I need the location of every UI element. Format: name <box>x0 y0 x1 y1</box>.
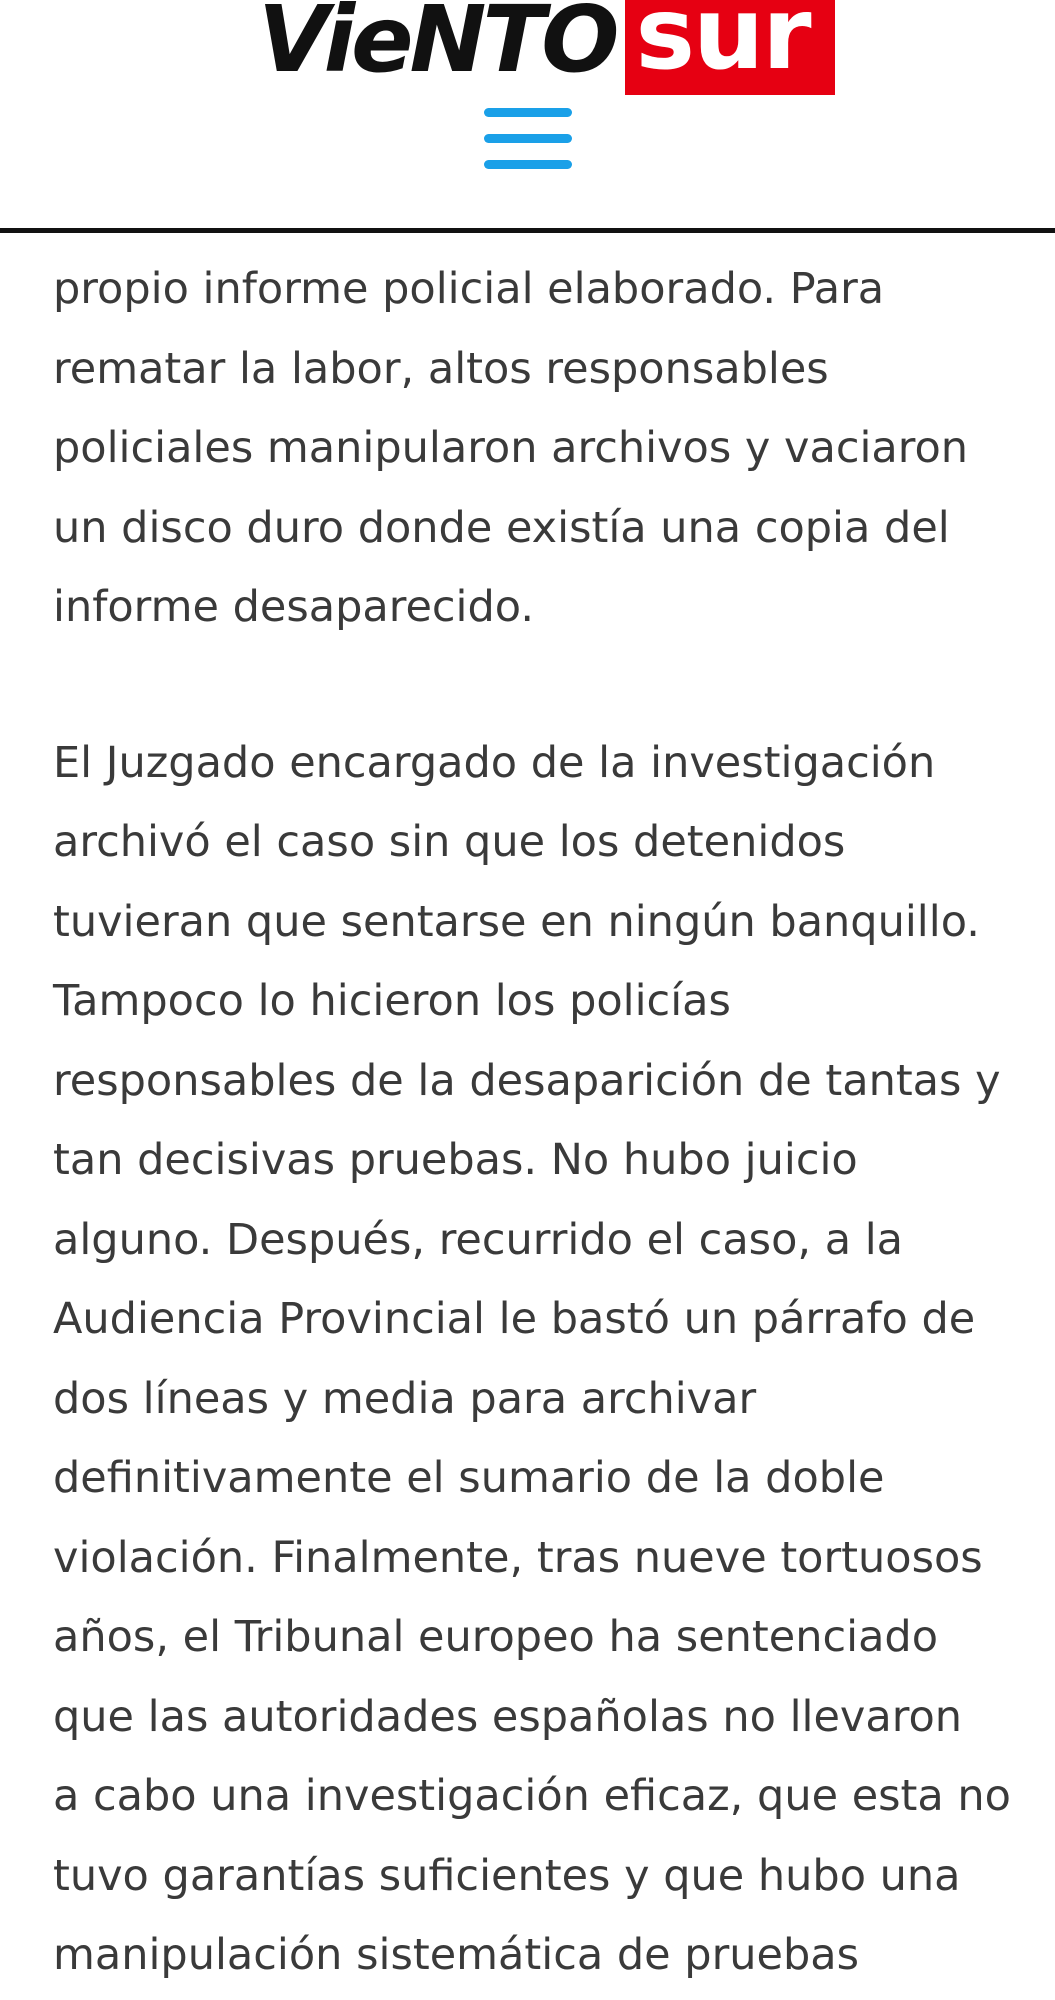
paragraph-line: que las autoridades españolas no llevaron <box>53 1691 963 1742</box>
paragraph-line: responsables de la desaparición de tantas y <box>53 1055 1001 1106</box>
paragraph-line: policiales manipularon archivos y vaciaron <box>53 423 969 473</box>
paragraph-line: Audiencia Provincial le bastó un párrafo de <box>53 1294 976 1344</box>
site-logo[interactable] <box>258 0 835 95</box>
site-header <box>0 0 1055 233</box>
paragraph-line: años, el Tribunal europeo ha sentenciado <box>53 1612 939 1662</box>
paragraph-line: alguno. Después, recurrido el caso, a la <box>53 1214 904 1265</box>
paragraph-line: manipulación sistemática de pruebas <box>53 1930 860 1980</box>
hamburger-menu-icon[interactable] <box>484 106 572 172</box>
paragraph-line: un disco duro donde existía una copia del <box>53 502 950 553</box>
paragraph-line: archivó el caso sin que los detenidos <box>53 817 846 867</box>
menu-bar-top <box>484 108 572 117</box>
logo-sur-text: sur <box>635 0 810 92</box>
paragraph-line: dos líneas y media para archivar <box>53 1373 757 1424</box>
paragraph-line: propio informe policial elaborado. Para <box>53 264 885 314</box>
paragraph-line: tuvieran que sentarse en ningún banquillo. <box>53 896 980 947</box>
paragraph-line: definitivamente el sumario de la doble <box>53 1453 885 1503</box>
paragraph-line: El Juzgado encargado de la investigación <box>53 737 936 788</box>
menu-bar-bottom <box>484 160 572 169</box>
paragraph-line: Tampoco lo hicieron los policías <box>53 976 731 1026</box>
article-paragraph <box>53 250 1013 648</box>
paragraph-line: informe desaparecido. <box>53 582 535 632</box>
paragraph-line: tuvo garantías suficientes y que hubo una <box>53 1850 961 1901</box>
menu-bar-middle <box>484 134 572 143</box>
logo-sur-box <box>625 0 835 95</box>
paragraph-line: a cabo una investigación eficaz, que esta no <box>53 1771 1011 1821</box>
paragraph-line: rematar la labor, altos responsables <box>53 343 829 394</box>
logo-viento-text: VieNTO <box>258 0 616 93</box>
paragraph-line: tan decisivas pruebas. No hubo juicio <box>53 1135 858 1185</box>
article-paragraph <box>53 724 1013 1996</box>
article-body <box>53 250 1013 1996</box>
paragraph-line: violación. Finalmente, tras nueve tortuosos <box>53 1532 983 1583</box>
